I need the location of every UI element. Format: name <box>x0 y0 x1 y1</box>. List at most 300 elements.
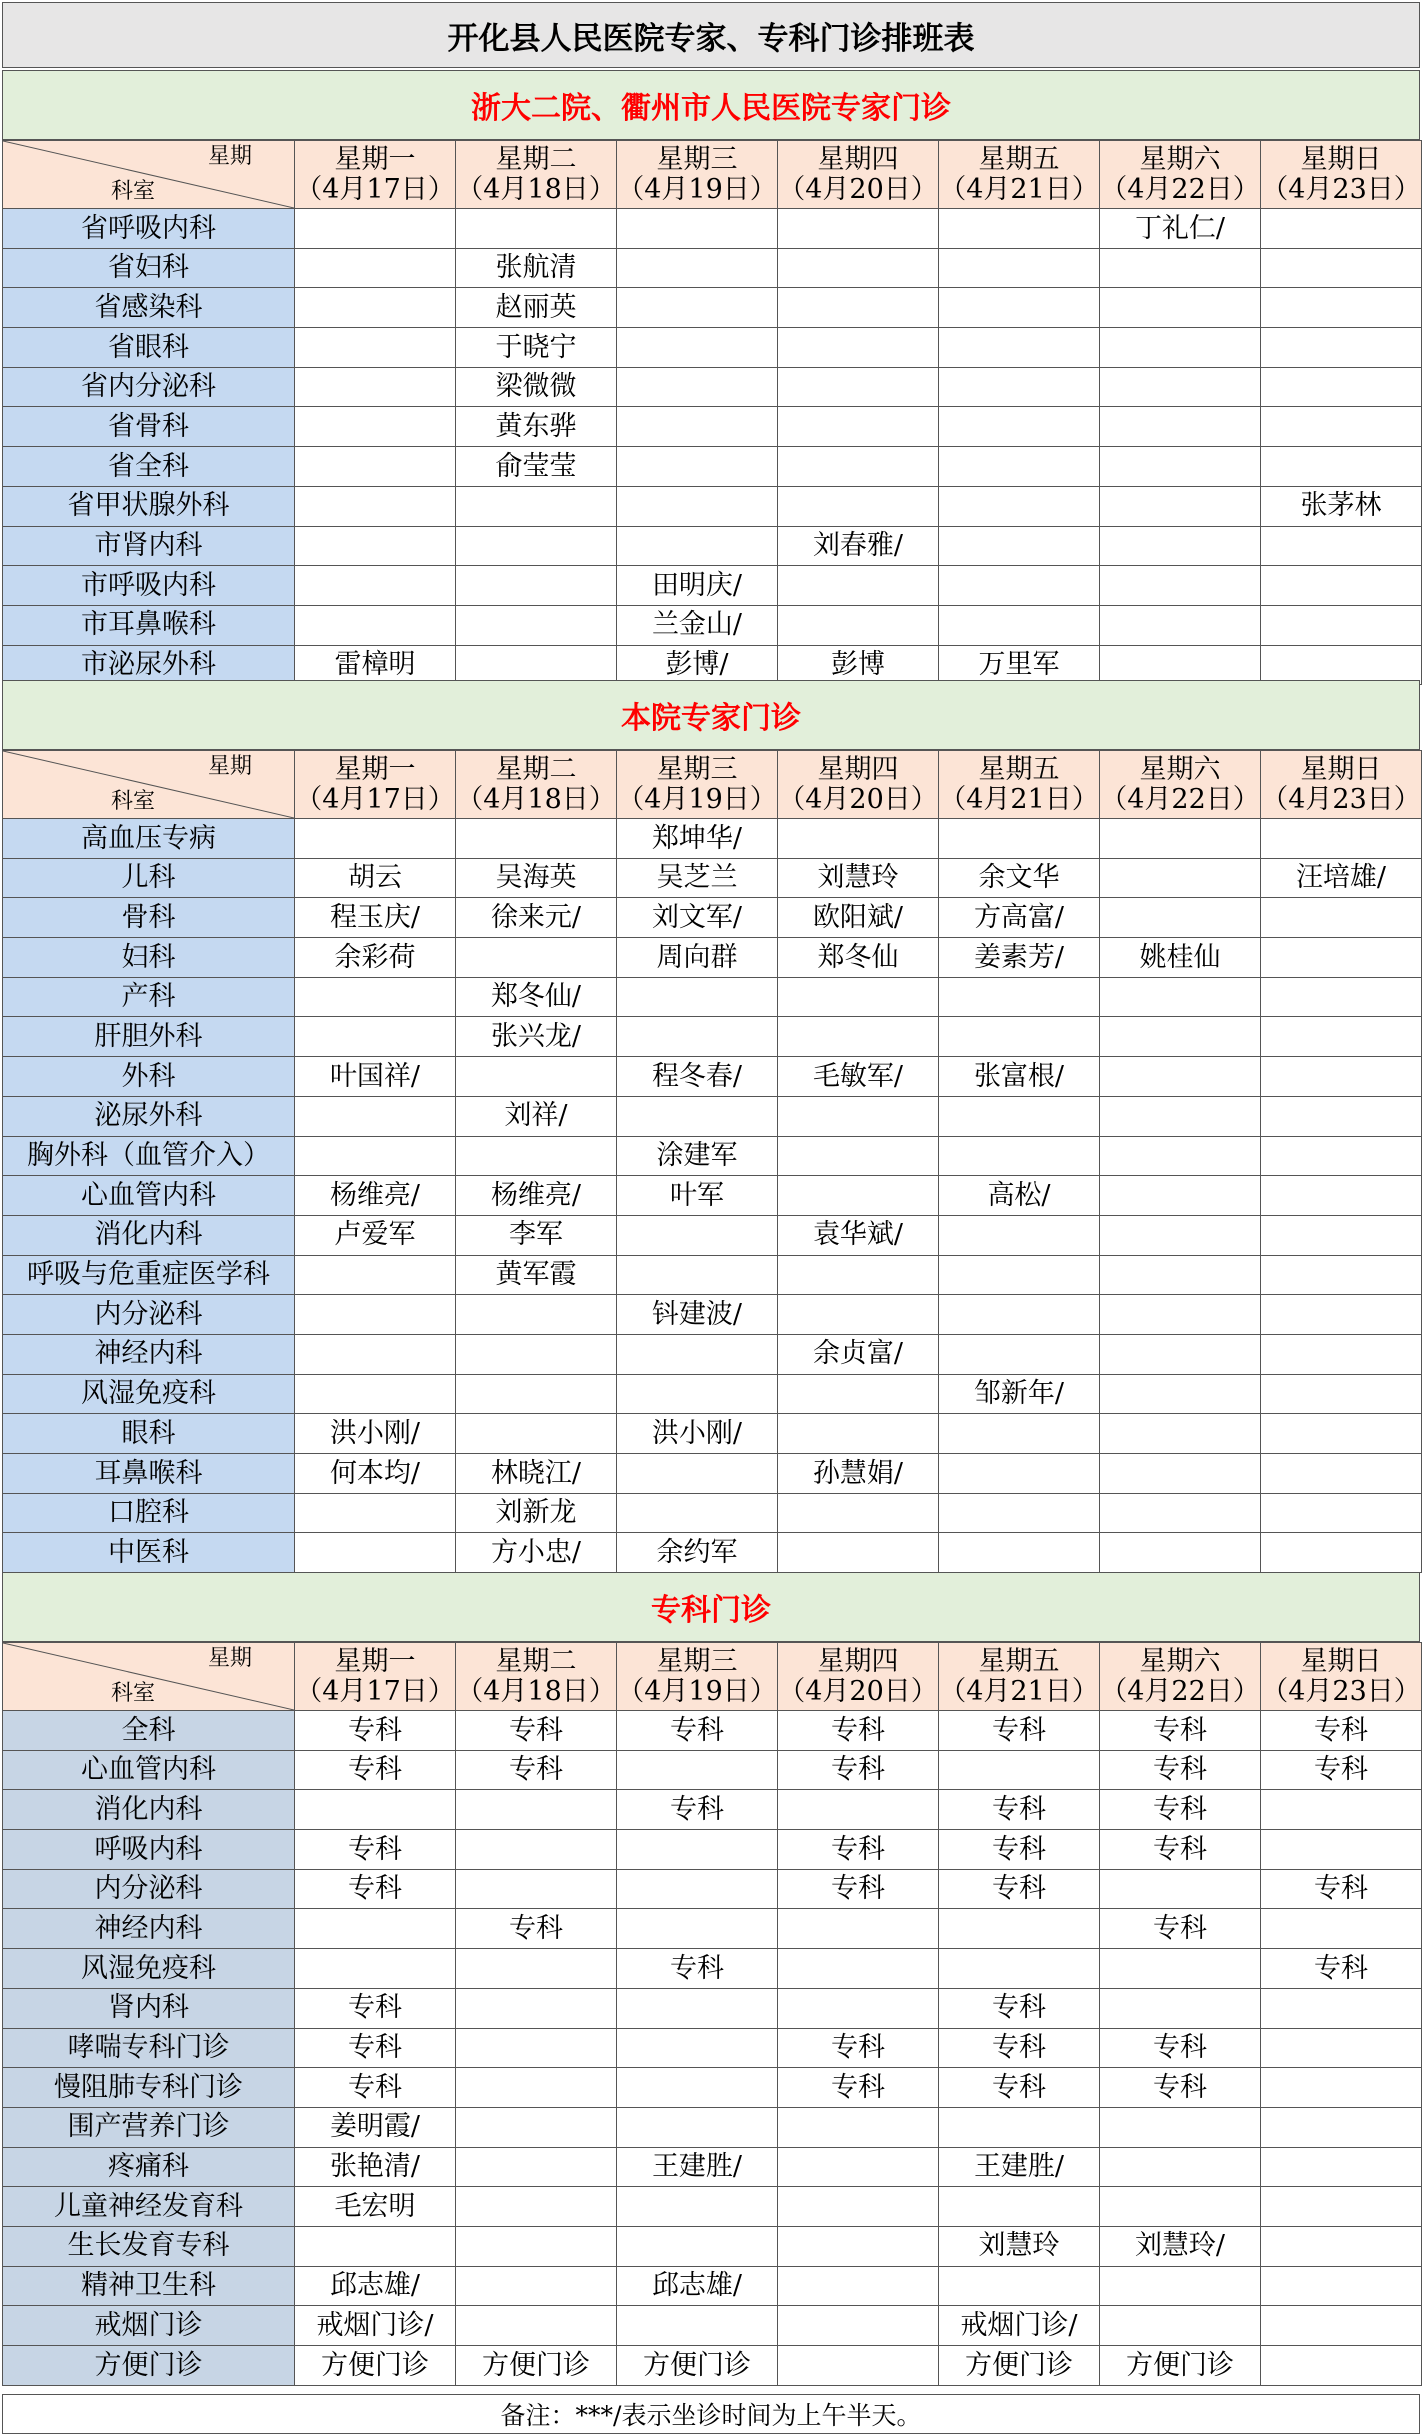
doctor-cell <box>617 2107 778 2147</box>
doctor-cell <box>617 407 778 447</box>
doctor-cell: 专科 <box>1100 1790 1261 1830</box>
doctor-cell <box>778 248 939 288</box>
day-header <box>778 141 939 209</box>
section-title: 专科门诊 <box>2 1572 1420 1642</box>
doctor-cell <box>778 2107 939 2147</box>
department-cell: 省骨科 <box>3 407 295 447</box>
doctor-cell: 专科 <box>939 1830 1100 1870</box>
table-row <box>3 248 1422 288</box>
footnote: 备注：***/表示坐诊时间为上午半天。 <box>2 2394 1420 2434</box>
doctor-cell <box>1261 288 1422 328</box>
corner-cell <box>3 1643 295 1711</box>
doctor-cell <box>295 407 456 447</box>
weekday-label: 星期三 <box>656 753 738 785</box>
table-row <box>3 1750 1422 1790</box>
table-row <box>3 938 1422 978</box>
doctor-cell <box>456 1414 617 1454</box>
table-row <box>3 2107 1422 2147</box>
day-header <box>295 141 456 209</box>
doctor-cell: 毛敏军/ <box>778 1057 939 1097</box>
doctor-cell <box>617 1869 778 1909</box>
date-label: （4月22日） <box>1100 1675 1260 1707</box>
weekday-label: 星期六 <box>1139 1645 1221 1677</box>
table-row <box>3 2068 1422 2108</box>
day-header <box>778 1643 939 1711</box>
doctor-cell <box>1100 1096 1261 1136</box>
doctor-cell: 专科 <box>295 1750 456 1790</box>
corner-cell <box>3 751 295 819</box>
doctor-cell: 专科 <box>1100 2068 1261 2108</box>
table-row <box>3 2028 1422 2068</box>
department-cell: 省妇科 <box>3 248 295 288</box>
doctor-cell: 程冬春/ <box>617 1057 778 1097</box>
doctor-cell <box>1261 645 1422 685</box>
doctor-cell <box>1261 2147 1422 2187</box>
doctor-cell: 欧阳斌/ <box>778 898 939 938</box>
day-header <box>1100 751 1261 819</box>
doctor-cell: 汪培雄/ <box>1261 858 1422 898</box>
doctor-cell <box>1100 977 1261 1017</box>
date-label: （4月18日） <box>456 1675 616 1707</box>
doctor-cell <box>456 1830 617 1870</box>
doctor-cell: 邱志雄/ <box>295 2266 456 2306</box>
doctor-cell <box>939 1017 1100 1057</box>
doctor-cell: 戒烟门诊/ <box>939 2306 1100 2346</box>
department-cell: 泌尿外科 <box>3 1096 295 1136</box>
weekday-label: 星期三 <box>656 1645 738 1677</box>
doctor-cell <box>295 1374 456 1414</box>
doctor-cell <box>778 605 939 645</box>
doctor-cell: 专科 <box>456 1909 617 1949</box>
table-row <box>3 1949 1422 1989</box>
doctor-cell <box>939 1414 1100 1454</box>
weekday-label: 星期四 <box>817 143 899 175</box>
weekday-label: 星期六 <box>1139 143 1221 175</box>
doctor-cell <box>1261 2068 1422 2108</box>
doctor-cell: 吴海英 <box>456 858 617 898</box>
table-row <box>3 1215 1422 1255</box>
doctor-cell: 俞莹莹 <box>456 447 617 487</box>
day-header <box>1100 141 1261 209</box>
doctor-cell: 专科 <box>939 1790 1100 1830</box>
day-header <box>939 751 1100 819</box>
doctor-cell <box>1261 1295 1422 1335</box>
doctor-cell: 兰金山/ <box>617 605 778 645</box>
doctor-cell <box>939 1909 1100 1949</box>
doctor-cell <box>1100 407 1261 447</box>
weekday-label: 星期二 <box>495 1645 577 1677</box>
doctor-cell <box>778 486 939 526</box>
doctor-cell <box>778 1949 939 1989</box>
doctor-cell: 专科 <box>1261 1949 1422 1989</box>
department-cell: 胸外科（血管介入） <box>3 1136 295 1176</box>
doctor-cell <box>778 1414 939 1454</box>
doctor-cell: 专科 <box>617 1790 778 1830</box>
weekday-label: 星期二 <box>495 143 577 175</box>
table-row <box>3 1017 1422 1057</box>
doctor-cell <box>1261 1017 1422 1057</box>
doctor-cell <box>778 819 939 859</box>
weekday-label: 星期一 <box>334 753 416 785</box>
doctor-cell <box>456 2107 617 2147</box>
doctor-cell <box>1100 447 1261 487</box>
doctor-cell <box>617 1909 778 1949</box>
doctor-cell <box>1261 209 1422 249</box>
table-row <box>3 1711 1422 1751</box>
doctor-cell <box>778 1533 939 1573</box>
doctor-cell <box>778 288 939 328</box>
doctor-cell: 梁微微 <box>456 367 617 407</box>
doctor-cell <box>778 407 939 447</box>
doctor-cell: 张航清 <box>456 248 617 288</box>
doctor-cell: 方便门诊 <box>295 2346 456 2386</box>
date-label: （4月23日） <box>1261 173 1421 205</box>
doctor-cell: 毛宏明 <box>295 2187 456 2227</box>
doctor-cell <box>456 566 617 606</box>
doctor-cell <box>939 526 1100 566</box>
department-cell: 高血压专病 <box>3 819 295 859</box>
doctor-cell: 余彩荷 <box>295 938 456 978</box>
doctor-cell <box>1261 1374 1422 1414</box>
doctor-cell <box>1100 1136 1261 1176</box>
doctor-cell: 戒烟门诊/ <box>295 2306 456 2346</box>
doctor-cell: 专科 <box>617 1711 778 1751</box>
doctor-cell <box>617 2187 778 2227</box>
doctor-cell: 刘慧玲 <box>778 858 939 898</box>
doctor-cell <box>1261 2226 1422 2266</box>
day-header <box>617 751 778 819</box>
doctor-cell <box>778 2147 939 2187</box>
doctor-cell: 张艳清/ <box>295 2147 456 2187</box>
doctor-cell <box>1100 898 1261 938</box>
doctor-cell <box>1100 645 1261 685</box>
doctor-cell <box>778 2266 939 2306</box>
doctor-cell <box>295 566 456 606</box>
doctor-cell <box>778 447 939 487</box>
department-cell: 消化内科 <box>3 1215 295 1255</box>
date-label: （4月23日） <box>1261 783 1421 815</box>
table-row <box>3 2147 1422 2187</box>
department-cell: 省感染科 <box>3 288 295 328</box>
department-cell: 呼吸内科 <box>3 1830 295 1870</box>
department-cell: 心血管内科 <box>3 1750 295 1790</box>
doctor-cell <box>1261 2028 1422 2068</box>
doctor-cell <box>295 526 456 566</box>
doctor-cell <box>778 328 939 368</box>
doctor-cell: 刘新龙 <box>456 1493 617 1533</box>
doctor-cell: 孙慧娟/ <box>778 1454 939 1494</box>
doctor-cell: 专科 <box>295 1988 456 2028</box>
doctor-cell <box>617 328 778 368</box>
doctor-cell: 专科 <box>778 2028 939 2068</box>
doctor-cell <box>939 2266 1100 2306</box>
doctor-cell <box>295 1334 456 1374</box>
table-row <box>3 1909 1422 1949</box>
doctor-cell <box>1261 566 1422 606</box>
doctor-cell <box>939 819 1100 859</box>
doctor-cell <box>295 1949 456 1989</box>
doctor-cell: 高松/ <box>939 1176 1100 1216</box>
doctor-cell <box>939 367 1100 407</box>
department-cell: 省呼吸内科 <box>3 209 295 249</box>
doctor-cell <box>1261 1909 1422 1949</box>
doctor-cell <box>1100 1869 1261 1909</box>
corner-dept-label: 科室 <box>111 788 156 814</box>
doctor-cell <box>1100 1949 1261 1989</box>
doctor-cell <box>1100 819 1261 859</box>
table-row <box>3 1096 1422 1136</box>
doctor-cell <box>617 2068 778 2108</box>
doctor-cell <box>295 367 456 407</box>
date-label: （4月19日） <box>617 1675 777 1707</box>
doctor-cell <box>778 2226 939 2266</box>
doctor-cell <box>1261 1533 1422 1573</box>
doctor-cell <box>778 2346 939 2386</box>
doctor-cell <box>617 1493 778 1533</box>
doctor-cell: 杨维亮/ <box>456 1176 617 1216</box>
doctor-cell <box>617 447 778 487</box>
doctor-cell: 卢爱军 <box>295 1215 456 1255</box>
department-cell: 疼痛科 <box>3 2147 295 2187</box>
doctor-cell <box>1261 1057 1422 1097</box>
doctor-cell <box>939 1334 1100 1374</box>
doctor-cell <box>1261 1215 1422 1255</box>
doctor-cell: 专科 <box>1100 1711 1261 1751</box>
doctor-cell: 专科 <box>295 1830 456 1870</box>
doctor-cell <box>456 526 617 566</box>
doctor-cell: 专科 <box>1100 1750 1261 1790</box>
table-row <box>3 2306 1422 2346</box>
doctor-cell <box>939 1949 1100 1989</box>
department-cell: 儿科 <box>3 858 295 898</box>
department-cell: 骨科 <box>3 898 295 938</box>
doctor-cell: 专科 <box>939 2028 1100 2068</box>
doctor-cell <box>1261 2266 1422 2306</box>
doctor-cell: 专科 <box>939 1711 1100 1751</box>
table-row <box>3 288 1422 328</box>
doctor-cell: 王建胜/ <box>939 2147 1100 2187</box>
doctor-cell: 叶国祥/ <box>295 1057 456 1097</box>
doctor-cell <box>939 566 1100 606</box>
doctor-cell: 万里军 <box>939 645 1100 685</box>
department-cell: 心血管内科 <box>3 1176 295 1216</box>
doctor-cell <box>1261 1988 1422 2028</box>
doctor-cell <box>456 2147 617 2187</box>
doctor-cell <box>1261 1334 1422 1374</box>
doctor-cell <box>456 1057 617 1097</box>
doctor-cell: 黄军霞 <box>456 1255 617 1295</box>
doctor-cell <box>939 1750 1100 1790</box>
date-label: （4月20日） <box>778 1675 938 1707</box>
doctor-cell: 专科 <box>1100 1909 1261 1949</box>
table-row <box>3 1334 1422 1374</box>
doctor-cell <box>456 2187 617 2227</box>
doctor-cell: 赵丽英 <box>456 288 617 328</box>
table-row <box>3 2346 1422 2386</box>
department-cell: 围产营养门诊 <box>3 2107 295 2147</box>
department-cell: 肝胆外科 <box>3 1017 295 1057</box>
table-row <box>3 1790 1422 1830</box>
doctor-cell <box>456 938 617 978</box>
table-row <box>3 2226 1422 2266</box>
department-cell: 肾内科 <box>3 1988 295 2028</box>
day-header <box>617 141 778 209</box>
department-cell: 内分泌科 <box>3 1295 295 1335</box>
doctor-cell <box>1100 2266 1261 2306</box>
doctor-cell <box>456 1374 617 1414</box>
doctor-cell: 张兴龙/ <box>456 1017 617 1057</box>
date-label: （4月20日） <box>778 783 938 815</box>
doctor-cell: 专科 <box>295 2068 456 2108</box>
doctor-cell: 林晓江/ <box>456 1454 617 1494</box>
doctor-cell <box>295 1493 456 1533</box>
doctor-cell <box>295 1255 456 1295</box>
doctor-cell <box>295 1533 456 1573</box>
table-row <box>3 526 1422 566</box>
date-label: （4月22日） <box>1100 783 1260 815</box>
doctor-cell: 刘春雅/ <box>778 526 939 566</box>
doctor-cell: 专科 <box>617 1949 778 1989</box>
corner-cell <box>3 141 295 209</box>
doctor-cell <box>295 288 456 328</box>
doctor-cell <box>939 1215 1100 1255</box>
doctor-cell <box>939 2187 1100 2227</box>
doctor-cell <box>456 1988 617 2028</box>
doctor-cell <box>1261 2306 1422 2346</box>
doctor-cell: 专科 <box>1261 1711 1422 1751</box>
doctor-cell <box>778 977 939 1017</box>
doctor-cell <box>778 1790 939 1830</box>
doctor-cell <box>617 486 778 526</box>
date-label: （4月19日） <box>617 783 777 815</box>
weekday-label: 星期五 <box>978 1645 1060 1677</box>
schedule-table <box>2 1642 1422 2386</box>
doctor-cell <box>1261 1176 1422 1216</box>
doctor-cell: 丁礼仁/ <box>1100 209 1261 249</box>
doctor-cell <box>1100 367 1261 407</box>
doctor-cell: 杨维亮/ <box>295 1176 456 1216</box>
department-cell: 中医科 <box>3 1533 295 1573</box>
department-cell: 市泌尿外科 <box>3 645 295 685</box>
table-row <box>3 1533 1422 1573</box>
doctor-cell <box>1100 1017 1261 1057</box>
date-label: （4月17日） <box>295 783 455 815</box>
page-title: 开化县人民医院专家、专科门诊排班表 <box>2 2 1420 68</box>
doctor-cell <box>456 1790 617 1830</box>
doctor-cell: 专科 <box>1261 1750 1422 1790</box>
doctor-cell <box>778 566 939 606</box>
department-cell: 市肾内科 <box>3 526 295 566</box>
doctor-cell: 洪小刚/ <box>295 1414 456 1454</box>
doctor-cell <box>1261 1493 1422 1533</box>
doctor-cell <box>617 2226 778 2266</box>
table-row <box>3 1988 1422 2028</box>
doctor-cell: 张茅林 <box>1261 486 1422 526</box>
date-label: （4月22日） <box>1100 173 1260 205</box>
table-row <box>3 1374 1422 1414</box>
department-cell: 妇科 <box>3 938 295 978</box>
doctor-cell <box>1261 447 1422 487</box>
doctor-cell <box>617 209 778 249</box>
schedule-table <box>2 140 1422 685</box>
doctor-cell <box>1261 1830 1422 1870</box>
weekday-label: 星期五 <box>978 753 1060 785</box>
doctor-cell: 刘祥/ <box>456 1096 617 1136</box>
department-cell: 省全科 <box>3 447 295 487</box>
doctor-cell: 姚桂仙 <box>1100 938 1261 978</box>
doctor-cell <box>456 1136 617 1176</box>
department-cell: 方便门诊 <box>3 2346 295 2386</box>
doctor-cell: 胡云 <box>295 858 456 898</box>
doctor-cell: 姜明霞/ <box>295 2107 456 2147</box>
day-header <box>617 1643 778 1711</box>
corner-week-label: 星期 <box>207 144 252 169</box>
doctor-cell <box>778 1374 939 1414</box>
doctor-cell <box>617 248 778 288</box>
doctor-cell: 余文华 <box>939 858 1100 898</box>
corner-dept-label: 科室 <box>111 178 156 204</box>
doctor-cell <box>295 328 456 368</box>
doctor-cell <box>617 1215 778 1255</box>
department-cell: 省甲状腺外科 <box>3 486 295 526</box>
doctor-cell: 专科 <box>778 1869 939 1909</box>
doctor-cell <box>295 819 456 859</box>
doctor-cell: 涂建军 <box>617 1136 778 1176</box>
doctor-cell <box>1261 977 1422 1017</box>
doctor-cell <box>456 1869 617 1909</box>
doctor-cell <box>456 605 617 645</box>
corner-dept-label: 科室 <box>111 1680 156 1706</box>
doctor-cell <box>1261 938 1422 978</box>
weekday-label: 星期二 <box>495 753 577 785</box>
doctor-cell <box>939 447 1100 487</box>
table-row <box>3 1454 1422 1494</box>
doctor-cell <box>1261 1136 1422 1176</box>
doctor-cell <box>1261 526 1422 566</box>
date-label: （4月17日） <box>295 1675 455 1707</box>
table-row <box>3 407 1422 447</box>
doctor-cell <box>1100 1454 1261 1494</box>
doctor-cell: 刘慧玲/ <box>1100 2226 1261 2266</box>
date-label: （4月19日） <box>617 173 777 205</box>
doctor-cell <box>295 977 456 1017</box>
department-cell: 神经内科 <box>3 1909 295 1949</box>
table-row <box>3 605 1422 645</box>
doctor-cell: 郑冬仙/ <box>456 977 617 1017</box>
doctor-cell: 郑坤华/ <box>617 819 778 859</box>
doctor-cell: 余贞富/ <box>778 1334 939 1374</box>
doctor-cell <box>617 2306 778 2346</box>
table-row <box>3 898 1422 938</box>
table-row <box>3 858 1422 898</box>
doctor-cell <box>939 1533 1100 1573</box>
day-header <box>778 751 939 819</box>
doctor-cell <box>295 1295 456 1335</box>
day-header <box>939 1643 1100 1711</box>
doctor-cell <box>939 486 1100 526</box>
day-header <box>1261 751 1422 819</box>
doctor-cell: 专科 <box>778 1830 939 1870</box>
doctor-cell: 专科 <box>939 1988 1100 2028</box>
doctor-cell <box>617 1096 778 1136</box>
table-row <box>3 977 1422 1017</box>
day-header <box>295 751 456 819</box>
doctor-cell <box>295 1909 456 1949</box>
doctor-cell: 专科 <box>456 1711 617 1751</box>
weekday-label: 星期日 <box>1300 143 1382 175</box>
day-header <box>456 141 617 209</box>
doctor-cell <box>1100 858 1261 898</box>
